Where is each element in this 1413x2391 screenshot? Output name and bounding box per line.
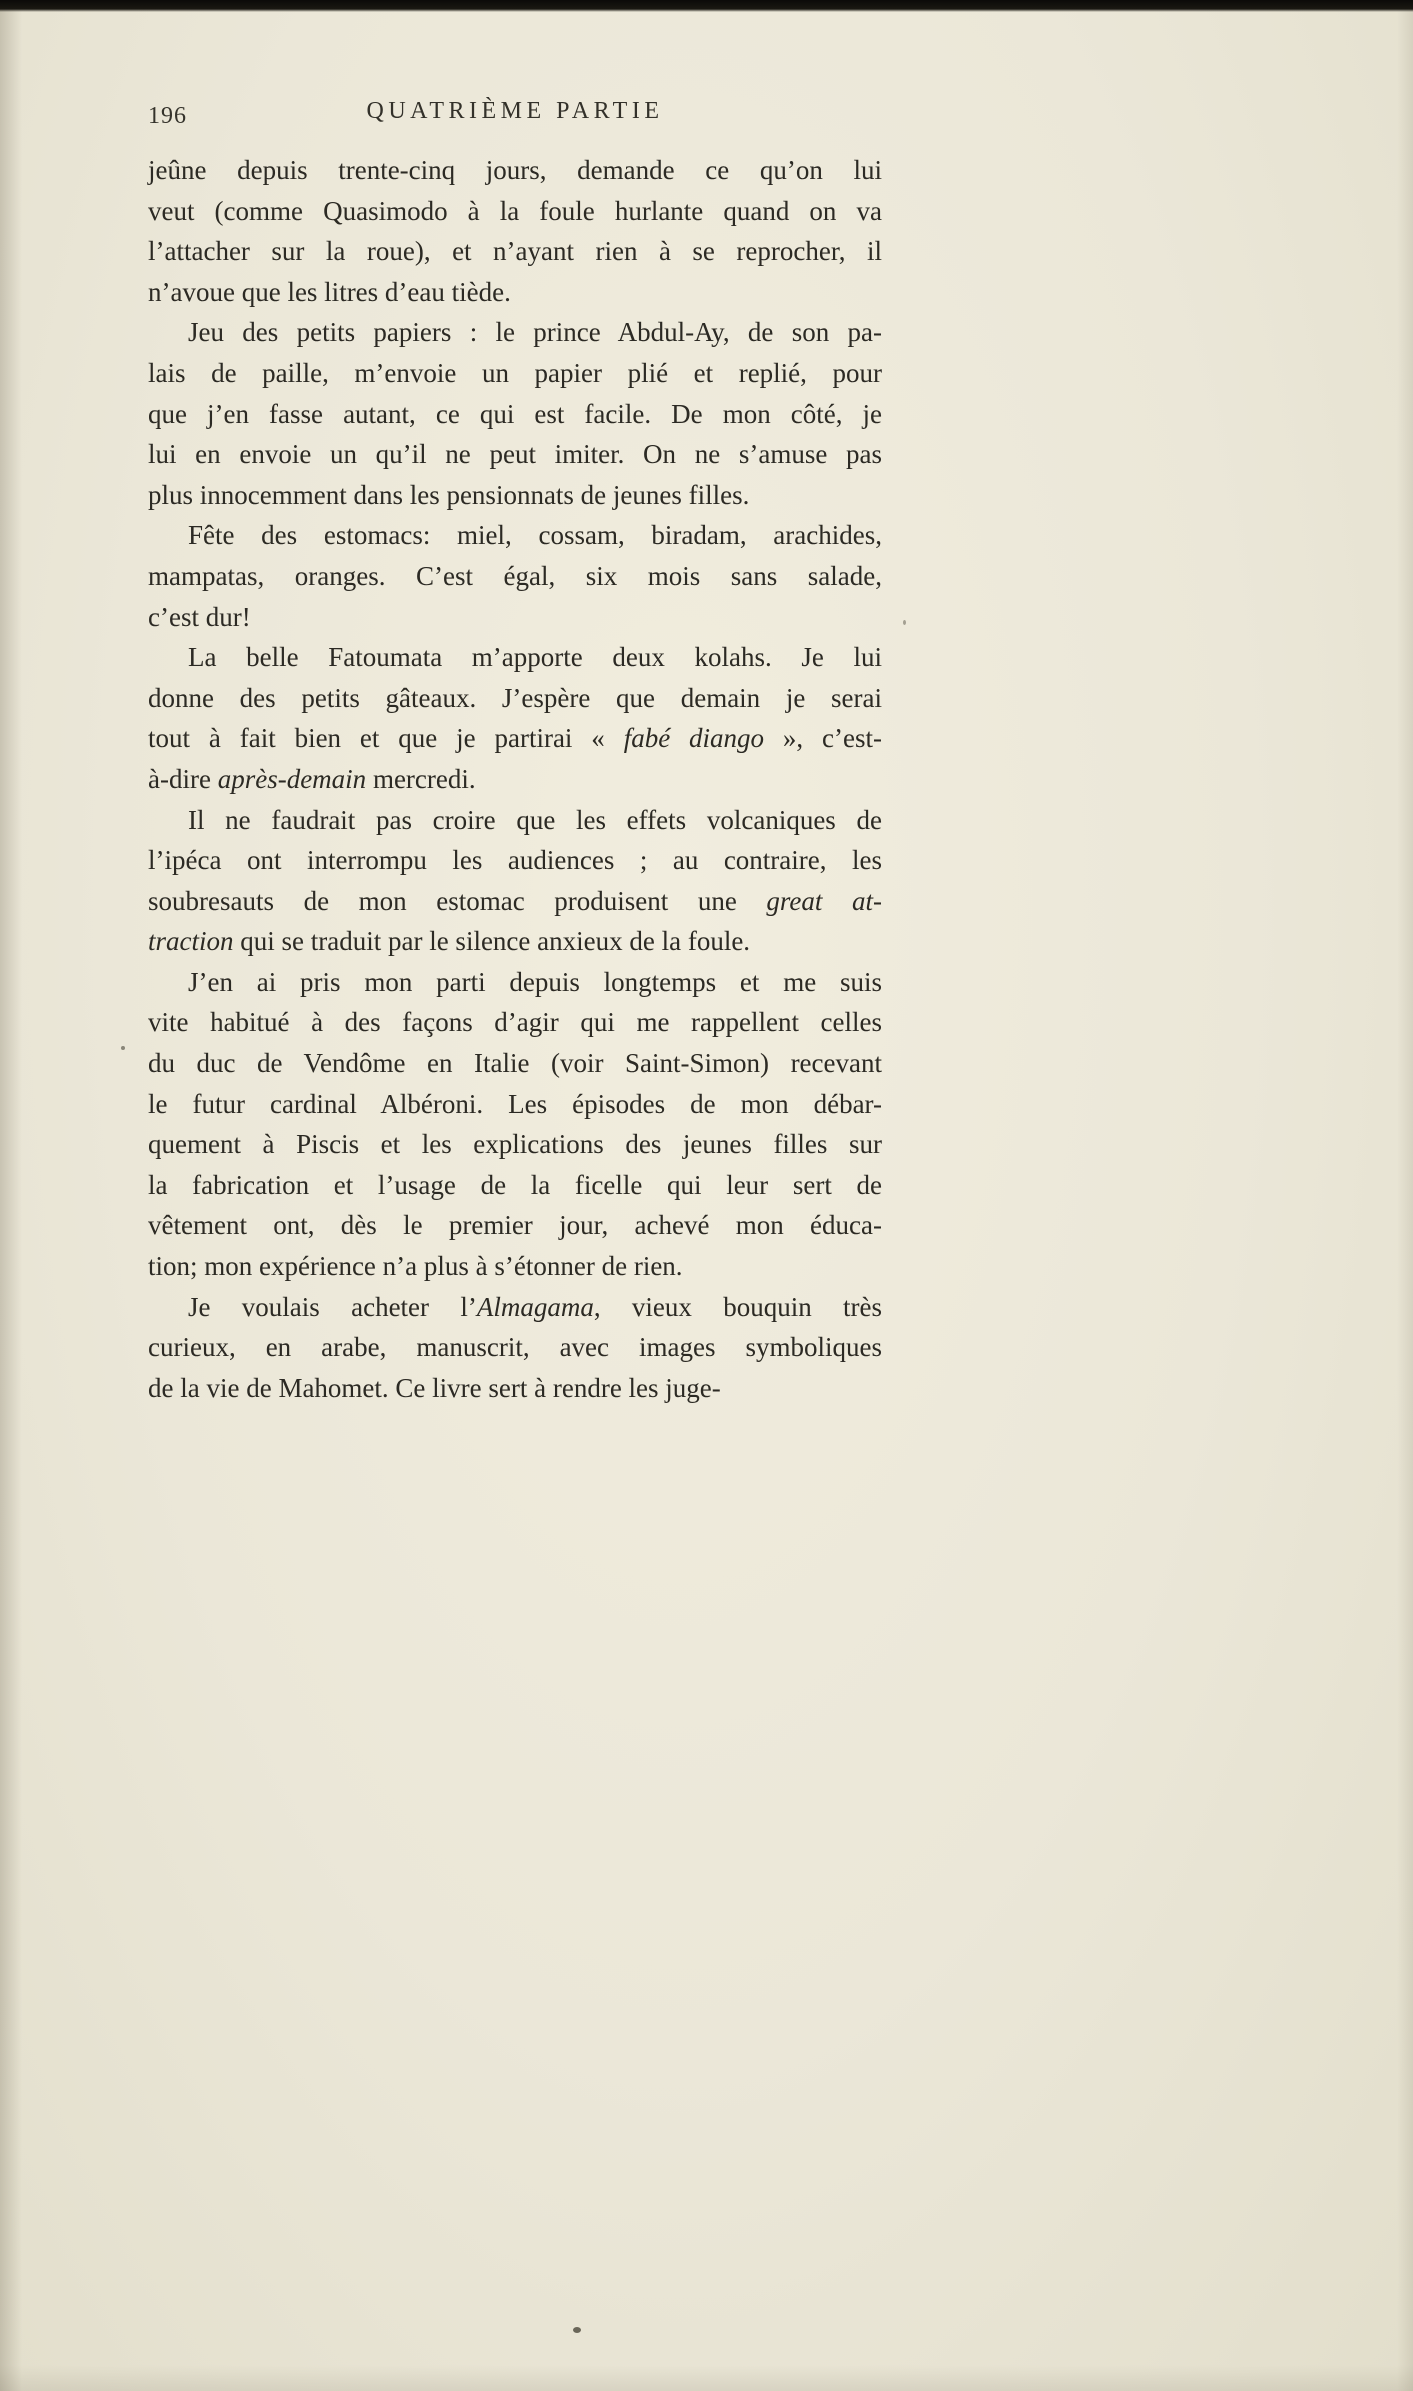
text-line	[148, 434, 882, 475]
page-number: 196	[148, 103, 187, 129]
text-line	[148, 881, 882, 922]
body-text: veut (comme Quasimodo à la foule hurlante quand on va	[148, 195, 882, 226]
body-text: vêtement ont, dès le premier jour, achevé mon éduca-	[148, 1210, 882, 1241]
paragraph	[148, 150, 882, 312]
text-line	[148, 637, 882, 678]
body-text: qui se traduit par le silence anxieux de la foule.	[233, 926, 751, 957]
text-line	[148, 231, 882, 272]
body-text: La belle Fatoumata m’apporte deux kolahs. Je lui	[188, 642, 882, 673]
body-text: tion; mon expérience n’a plus à s’étonner de rien.	[148, 1251, 683, 1282]
text-line	[148, 353, 882, 394]
text-line	[148, 515, 882, 556]
ink-speck	[121, 1046, 125, 1050]
text-line	[148, 759, 882, 800]
body-text: à-dire	[148, 763, 218, 794]
paragraph	[148, 515, 882, 637]
paragraph	[148, 1287, 882, 1409]
running-title: QUATRIÈME PARTIE	[366, 98, 664, 124]
body-text: plus innocemment dans les pensionnats de jeunes filles.	[148, 479, 750, 510]
text-line	[148, 1327, 882, 1368]
text-line	[148, 1165, 882, 1206]
text-line	[148, 1124, 882, 1165]
text-line	[148, 1287, 882, 1328]
text-line	[148, 475, 882, 516]
body-text: Fête des estomacs: miel, cossam, biradam, arachides,	[188, 520, 882, 551]
body-text: l’ipéca ont interrompu les audiences ; au contraire, les	[148, 845, 882, 876]
italic-text: traction	[148, 926, 234, 957]
body-text: c’est dur!	[148, 601, 251, 632]
page-text	[148, 150, 882, 1408]
paragraph	[148, 962, 882, 1287]
text-line	[148, 191, 882, 232]
body-text: , vieux bouquin très	[593, 1291, 882, 1322]
text-line	[148, 678, 882, 719]
body-text: Il ne faudrait pas croire que les effets volcaniques de	[188, 804, 882, 835]
italic-text: Almagama	[476, 1291, 594, 1322]
text-line	[148, 1205, 882, 1246]
scan-edge-top	[0, 0, 1413, 12]
body-text: mampatas, oranges. C’est égal, six mois sans salade,	[148, 560, 882, 591]
text-line	[148, 921, 882, 962]
body-text: curieux, en arabe, manuscrit, avec images symboliques	[148, 1332, 882, 1363]
body-text: le futur cardinal Albéroni. Les épisodes de mon débar-	[148, 1088, 882, 1119]
body-text: la fabrication et l’usage de la ficelle qui leur sert de	[148, 1169, 882, 1200]
text-line	[148, 150, 882, 191]
body-text: de la vie de Mahomet. Ce livre sert à rendre les juge-	[148, 1372, 721, 1403]
page-header	[148, 98, 882, 132]
italic-text: fabé diango	[623, 723, 765, 754]
body-text: que j’en fasse autant, ce qui est facile. De mon côté, je	[148, 398, 882, 429]
italic-text: great at-	[766, 885, 882, 916]
text-line	[148, 1043, 882, 1084]
body-text: du duc de Vendôme en Italie (voir Saint-Simon) recevant	[148, 1048, 882, 1079]
ink-speck	[903, 620, 906, 625]
text-line	[148, 394, 882, 435]
body-text: n’avoue que les litres d’eau tiède.	[148, 276, 511, 307]
ink-speck	[573, 2327, 581, 2333]
text-line	[148, 312, 882, 353]
body-text: Je voulais acheter l’	[188, 1291, 477, 1322]
body-text: lais de paille, m’envoie un papier plié et replié, pour	[148, 357, 882, 388]
text-line	[148, 840, 882, 881]
body-text: », c’est-	[764, 723, 882, 754]
body-text: quement à Piscis et les explications des jeunes filles sur	[148, 1129, 882, 1160]
body-text: donne des petits gâteaux. J’espère que demain je serai	[148, 682, 882, 713]
body-text: jeûne depuis trente-cinq jours, demande ce qu’on lui	[148, 155, 882, 185]
italic-text: après-demain	[217, 763, 367, 794]
text-line	[148, 1246, 882, 1287]
text-line	[148, 556, 882, 597]
text-line	[148, 800, 882, 841]
text-line	[148, 1368, 882, 1409]
text-line	[148, 597, 882, 638]
body-text: mercredi.	[366, 763, 476, 794]
text-line	[148, 1002, 882, 1043]
text-line	[148, 1084, 882, 1125]
body-text: soubresauts de mon estomac produisent une	[148, 885, 767, 916]
body-text: vite habitué à des façons d’agir qui me rappellent celles	[148, 1007, 882, 1038]
body-text: Jeu des petits papiers : le prince Abdul-Ay, de son pa-	[188, 317, 882, 348]
paragraph	[148, 800, 882, 962]
text-line	[148, 962, 882, 1003]
body-text: tout à fait bien et que je partirai «	[148, 723, 624, 754]
text-line	[148, 718, 882, 759]
text-line	[148, 272, 882, 313]
body-text: l’attacher sur la roue), et n’ayant rien à se reprocher, il	[148, 236, 882, 267]
body-text: J’en ai pris mon parti depuis longtemps et me suis	[188, 966, 882, 997]
body-text: lui en envoie un qu’il ne peut imiter. On ne s’amuse pas	[148, 439, 882, 470]
paragraph	[148, 312, 882, 515]
paragraph	[148, 637, 882, 799]
